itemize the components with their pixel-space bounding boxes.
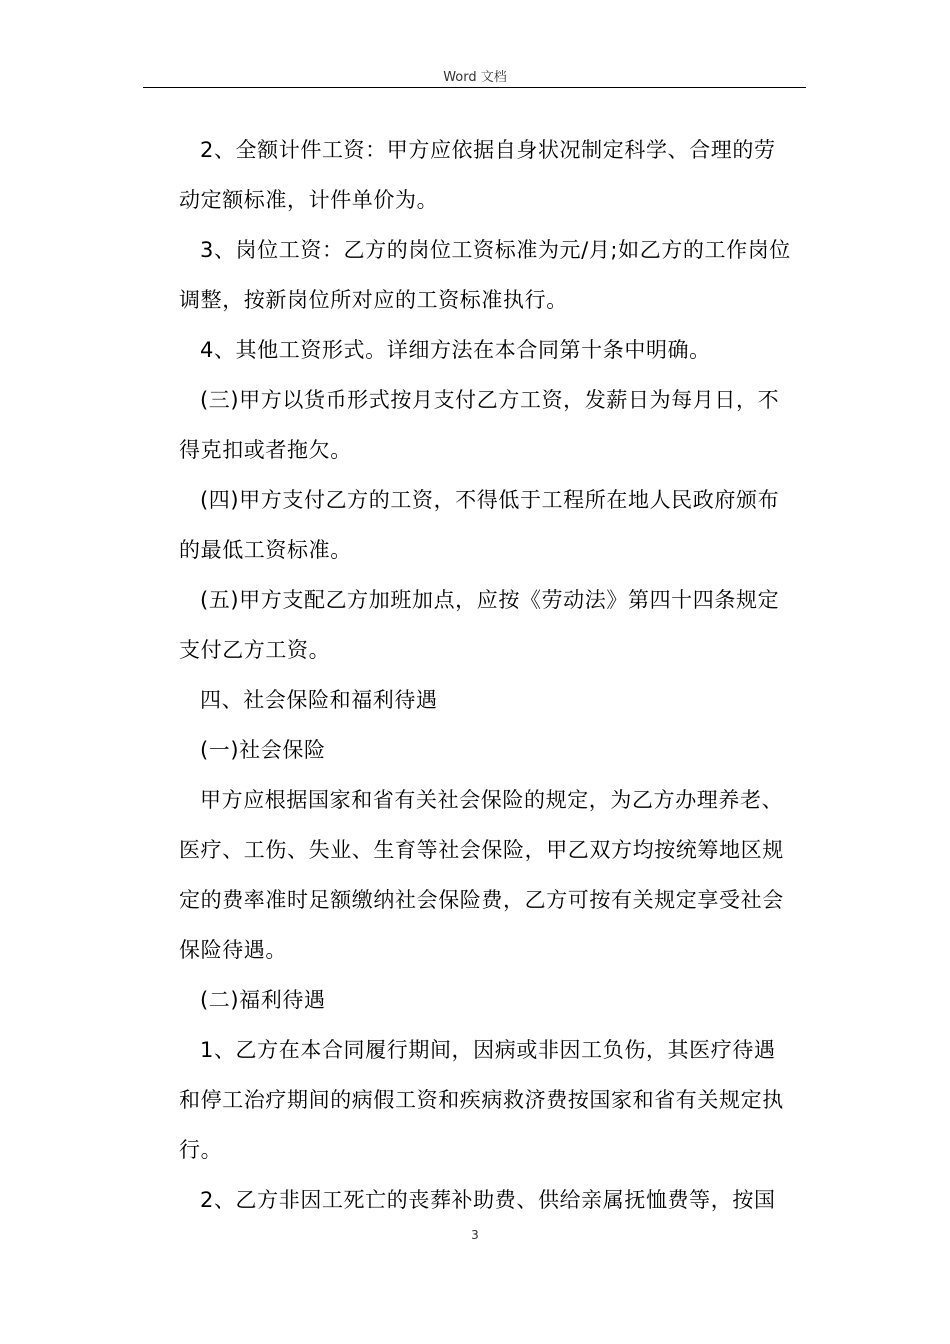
paragraph-line: 2、全额计件工资：甲方应依据自身状况制定科学、合理的劳: [200, 138, 776, 162]
subsection-heading: (二)福利待遇: [200, 988, 326, 1012]
paragraph-line: 4、其他工资形式。详细方法在本合同第十条中明确。: [200, 338, 711, 362]
paragraph-line: (三)甲方以货币形式按月支付乙方工资，发薪日为每月日，不: [200, 388, 780, 412]
paragraph-line: 的最低工资标准。: [179, 538, 352, 562]
paragraph-line: 得克扣或者拖欠。: [179, 438, 352, 462]
header-divider: [143, 87, 806, 88]
paragraph-line: 定的费率准时足额缴纳社会保险费，乙方可按有关规定享受社会: [179, 888, 784, 912]
paragraph-line: (五)甲方支配乙方加班加点，应按《劳动法》第四十四条规定: [200, 588, 780, 612]
paragraph-line: 支付乙方工资。: [179, 638, 331, 662]
paragraph-line: 医疗、工伤、失业、生育等社会保险，甲乙双方均按统筹地区规: [179, 838, 784, 862]
paragraph-line: 和停工治疗期间的病假工资和疾病救济费按国家和省有关规定执: [179, 1088, 784, 1112]
paragraph-line: (四)甲方支付乙方的工资，不得低于工程所在地人民政府颁布: [200, 488, 780, 512]
document-header: Word 文档: [443, 70, 507, 85]
paragraph-line: 调整，按新岗位所对应的工资标准执行。: [179, 288, 568, 312]
subsection-heading: (一)社会保险: [200, 738, 326, 762]
paragraph-line: 保险待遇。: [179, 938, 287, 962]
paragraph-line: 2、乙方非因工死亡的丧葬补助费、供给亲属抚恤费等，按国: [200, 1188, 776, 1212]
paragraph-line: 行。: [179, 1138, 223, 1162]
section-heading: 四、社会保险和福利待遇: [200, 688, 438, 712]
page-number: 3: [471, 1228, 479, 1242]
paragraph-line: 甲方应根据国家和省有关社会保险的规定，为乙方办理养老、: [200, 788, 784, 812]
paragraph-line: 动定额标准，计件单价为。: [179, 188, 439, 212]
paragraph-line: 1、乙方在本合同履行期间，因病或非因工负伤，其医疗待遇: [200, 1038, 776, 1062]
paragraph-line: 3、岗位工资：乙方的岗位工资标准为元/月;如乙方的工作岗位: [200, 238, 791, 262]
